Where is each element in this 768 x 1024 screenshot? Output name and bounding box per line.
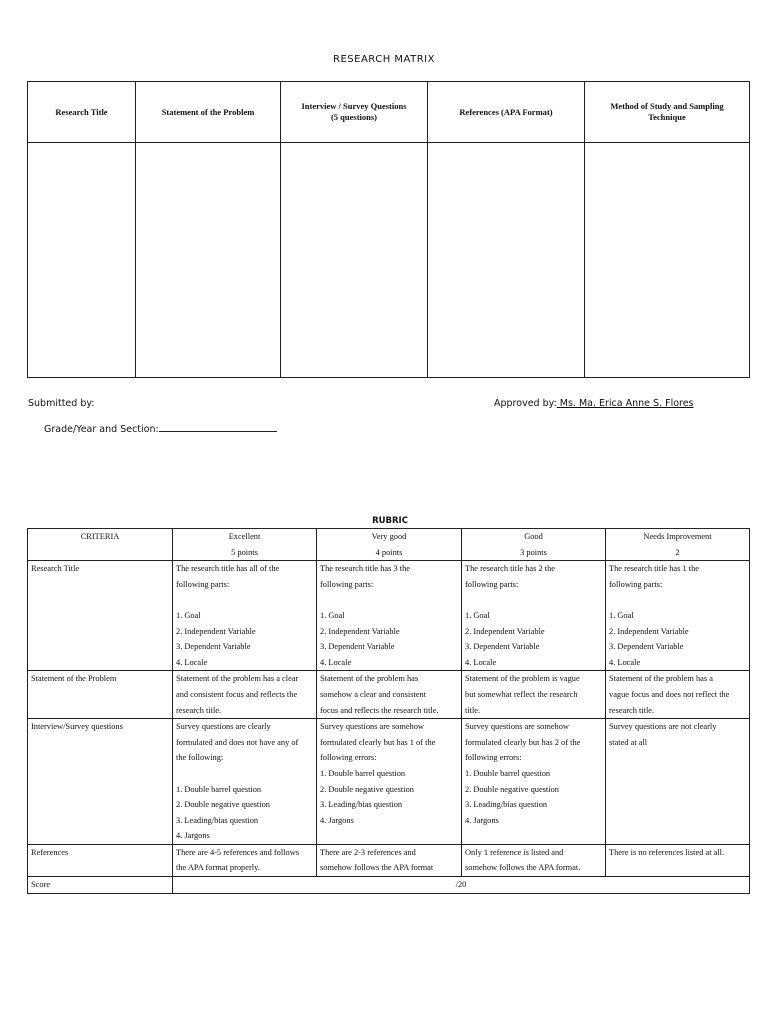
- grade-section-blank[interactable]: [159, 422, 277, 432]
- matrix-cell-method[interactable]: [585, 143, 750, 378]
- rubric-cell-line: 1. Double barrel question: [176, 784, 262, 794]
- matrix-cell-research-title[interactable]: [28, 143, 136, 378]
- matrix-header-references: References (APA Format): [428, 82, 585, 143]
- rubric-cell-line: 1. Double barrel question: [320, 768, 406, 778]
- approved-by-label: Approved by:: [494, 398, 557, 409]
- rubric-cell-line: Survey questions are clearly: [176, 722, 271, 732]
- rubric-cell-line: 2. Independent Variable: [465, 626, 545, 636]
- rubric-cell-line: 3. Leading/bias question: [320, 800, 403, 810]
- matrix-header-questions: Interview / Survey Questions (5 questions): [281, 82, 428, 143]
- rubric-cell-line: The research title has 1 the: [609, 564, 699, 574]
- rubric-cell-line: and consistent focus and reflects the: [176, 689, 298, 699]
- rubric-cell-line: [176, 592, 313, 608]
- rubric-header-points: 3 points: [520, 547, 547, 557]
- rubric-cell-line: 2. Independent Variable: [609, 626, 689, 636]
- research-matrix-table: [27, 81, 750, 378]
- rubric-cell-line: formulated and does not have any of: [176, 737, 299, 747]
- rubric-cell-line: research title.: [176, 705, 222, 715]
- rubric-header-very-good: [317, 529, 462, 561]
- rubric-cell-line: 4. Jargons: [320, 815, 354, 825]
- rubric-header-label: CRITERIA: [80, 532, 120, 541]
- rubric-cell-line: Survey questions are not clearly: [609, 722, 717, 732]
- rubric-cell-line: Statement of the problem is vague: [465, 674, 580, 684]
- score-value[interactable]: /20: [173, 877, 750, 894]
- matrix-header-method: Method of Study and Sampling Technique: [585, 82, 750, 143]
- rubric-cell-line: research title.: [609, 705, 655, 715]
- rubric-cell-line: Only 1 reference is listed and: [465, 847, 564, 857]
- rubric-cell-line: Statement of the problem has a clear: [176, 674, 299, 684]
- rubric-cell-line: 4. Jargons: [465, 815, 499, 825]
- rubric-header-label: Very good: [371, 532, 407, 541]
- rubric-cell-line: [320, 592, 458, 608]
- rubric-cell: [173, 561, 317, 671]
- rubric-cell: [606, 844, 750, 876]
- rubric-cell-line: but somewhat reflect the research: [465, 689, 578, 699]
- rubric-cell: [173, 719, 317, 845]
- rubric-cell-line: following parts:: [320, 579, 374, 589]
- rubric-cell-line: following parts:: [465, 579, 519, 589]
- rubric-cell-line: following parts:: [176, 579, 230, 589]
- rubric-table: [27, 528, 750, 894]
- rubric-cell-line: 4. Locale: [609, 657, 641, 667]
- rubric-cell-line: 3. Leading/bias question: [465, 800, 548, 810]
- rubric-header-label: Excellent: [228, 532, 261, 541]
- rubric-cell-line: somehow follows the APA format.: [465, 863, 581, 873]
- rubric-header-points: 4 points: [375, 547, 403, 557]
- rubric-cell-line: following errors:: [320, 753, 377, 763]
- rubric-header-points: 2: [675, 547, 680, 557]
- rubric-cell: [317, 719, 462, 845]
- rubric-cell: [462, 844, 606, 876]
- rubric-cell-line: 2. Independent Variable: [176, 626, 256, 636]
- rubric-cell: [606, 719, 750, 845]
- rubric-cell-line: 1. Goal: [465, 610, 490, 620]
- rubric-row: [28, 671, 750, 719]
- rubric-header-needs-improvement: [606, 529, 750, 561]
- rubric-criterion: Interview/Survey questions: [28, 719, 173, 845]
- rubric-cell-line: [609, 592, 746, 608]
- rubric-title: RUBRIC: [372, 516, 408, 526]
- submitted-by-label: Submitted by:: [28, 398, 95, 409]
- rubric-cell-line: 4. Locale: [465, 657, 497, 667]
- matrix-cell-references[interactable]: [428, 143, 585, 378]
- rubric-cell-line: Survey questions are somehow: [465, 722, 569, 732]
- rubric-cell: [173, 671, 317, 719]
- rubric-header-good: [462, 529, 606, 561]
- rubric-cell-line: There are 4-5 references and follows: [176, 847, 299, 857]
- rubric-cell-line: Survey questions are somehow: [320, 722, 424, 732]
- rubric-cell-line: [465, 592, 602, 608]
- rubric-cell-line: 2. Double negative question: [176, 800, 270, 810]
- rubric-cell-line: There is no references listed at all.: [609, 847, 725, 857]
- rubric-row: [28, 561, 750, 671]
- rubric-cell-line: The research title has 3 the: [320, 564, 410, 574]
- rubric-cell-line: Statement of the problem has: [320, 674, 419, 684]
- rubric-cell-line: There are 2-3 references and: [320, 847, 416, 857]
- matrix-cell-questions[interactable]: [281, 143, 428, 378]
- rubric-cell-line: 1. Goal: [609, 610, 634, 620]
- rubric-cell-line: 1. Goal: [320, 610, 345, 620]
- rubric-header-label: Needs Improvement: [643, 532, 712, 541]
- rubric-cell-line: focus and reflects the research title.: [320, 705, 439, 715]
- rubric-cell-line: somehow follows the APA format: [320, 863, 434, 873]
- rubric-cell: [317, 671, 462, 719]
- rubric-cell: [317, 561, 462, 671]
- grade-section-field: [44, 422, 277, 435]
- rubric-cell-line: 3. Dependent Variable: [320, 642, 395, 652]
- research-matrix-title: RESEARCH MATRIX: [333, 54, 435, 65]
- rubric-cell-line: 3. Leading/bias question: [176, 815, 259, 825]
- rubric-criterion: Statement of the Problem: [28, 671, 173, 719]
- approved-by: [494, 398, 694, 409]
- rubric-cell-line: The research title has 2 the: [465, 564, 555, 574]
- rubric-cell-line: the APA format properly.: [176, 863, 260, 873]
- rubric-cell-line: somehow a clear and consistent: [320, 689, 427, 699]
- rubric-cell-line: The research title has all of the: [176, 564, 280, 574]
- rubric-row: [28, 844, 750, 876]
- rubric-cell-line: [176, 766, 313, 782]
- rubric-cell-line: 3. Dependent Variable: [465, 642, 540, 652]
- rubric-cell-line: title.: [465, 705, 481, 715]
- rubric-header-label: Good: [524, 532, 543, 541]
- matrix-header-research-title: Research Title: [28, 82, 136, 143]
- rubric-cell-line: 1. Goal: [176, 610, 201, 620]
- rubric-cell: [462, 719, 606, 845]
- rubric-cell-line: vague focus and does not reflect the: [609, 689, 730, 699]
- rubric-cell-line: the following:: [176, 753, 224, 763]
- rubric-cell-line: 2. Double negative question: [465, 784, 559, 794]
- rubric-header-points: 5 points: [231, 547, 258, 557]
- rubric-body: [28, 561, 750, 877]
- rubric-header-criteria: [28, 529, 173, 561]
- rubric-cell: [606, 671, 750, 719]
- rubric-cell: [173, 844, 317, 876]
- rubric-cell-line: following errors:: [465, 753, 522, 763]
- rubric-header-row: [28, 529, 750, 561]
- score-label: Score: [28, 877, 173, 894]
- rubric-cell: [462, 671, 606, 719]
- rubric-cell-line: 2. Independent Variable: [320, 626, 400, 636]
- rubric-cell: [462, 561, 606, 671]
- grade-section-label: Grade/Year and Section:: [44, 424, 159, 435]
- rubric-score-row: [28, 877, 750, 894]
- rubric-cell-line: 1. Double barrel question: [465, 768, 551, 778]
- rubric-cell: [606, 561, 750, 671]
- rubric-cell-line: 2. Double negative question: [320, 784, 414, 794]
- rubric-cell-line: 4. Jargons: [176, 831, 210, 841]
- rubric-cell-line: Statement of the problem has a: [609, 674, 713, 684]
- matrix-cell-statement[interactable]: [136, 143, 281, 378]
- approver-name: Ms. Ma. Erica Anne S. Flores: [556, 398, 694, 409]
- matrix-header-statement: Statement of the Problem: [136, 82, 281, 143]
- rubric-cell-line: formulated clearly but has 1 of the: [320, 737, 436, 747]
- rubric-cell-line: formulated clearly but has 2 of the: [465, 737, 581, 747]
- rubric-cell-line: 4. Locale: [320, 657, 352, 667]
- rubric-row: [28, 719, 750, 845]
- rubric-cell: [317, 844, 462, 876]
- rubric-cell-line: 3. Dependent Variable: [176, 642, 251, 652]
- matrix-header-row: [28, 82, 750, 143]
- rubric-cell-line: 4. Locale: [176, 657, 208, 667]
- rubric-cell-line: stated at all: [609, 737, 648, 747]
- rubric-criterion: Research Title: [28, 561, 173, 671]
- rubric-criterion: References: [28, 844, 173, 876]
- rubric-header-excellent: [173, 529, 317, 561]
- rubric-cell-line: following parts:: [609, 579, 663, 589]
- rubric-cell-line: 3. Dependent Variable: [609, 642, 684, 652]
- matrix-entry-row: [28, 143, 750, 378]
